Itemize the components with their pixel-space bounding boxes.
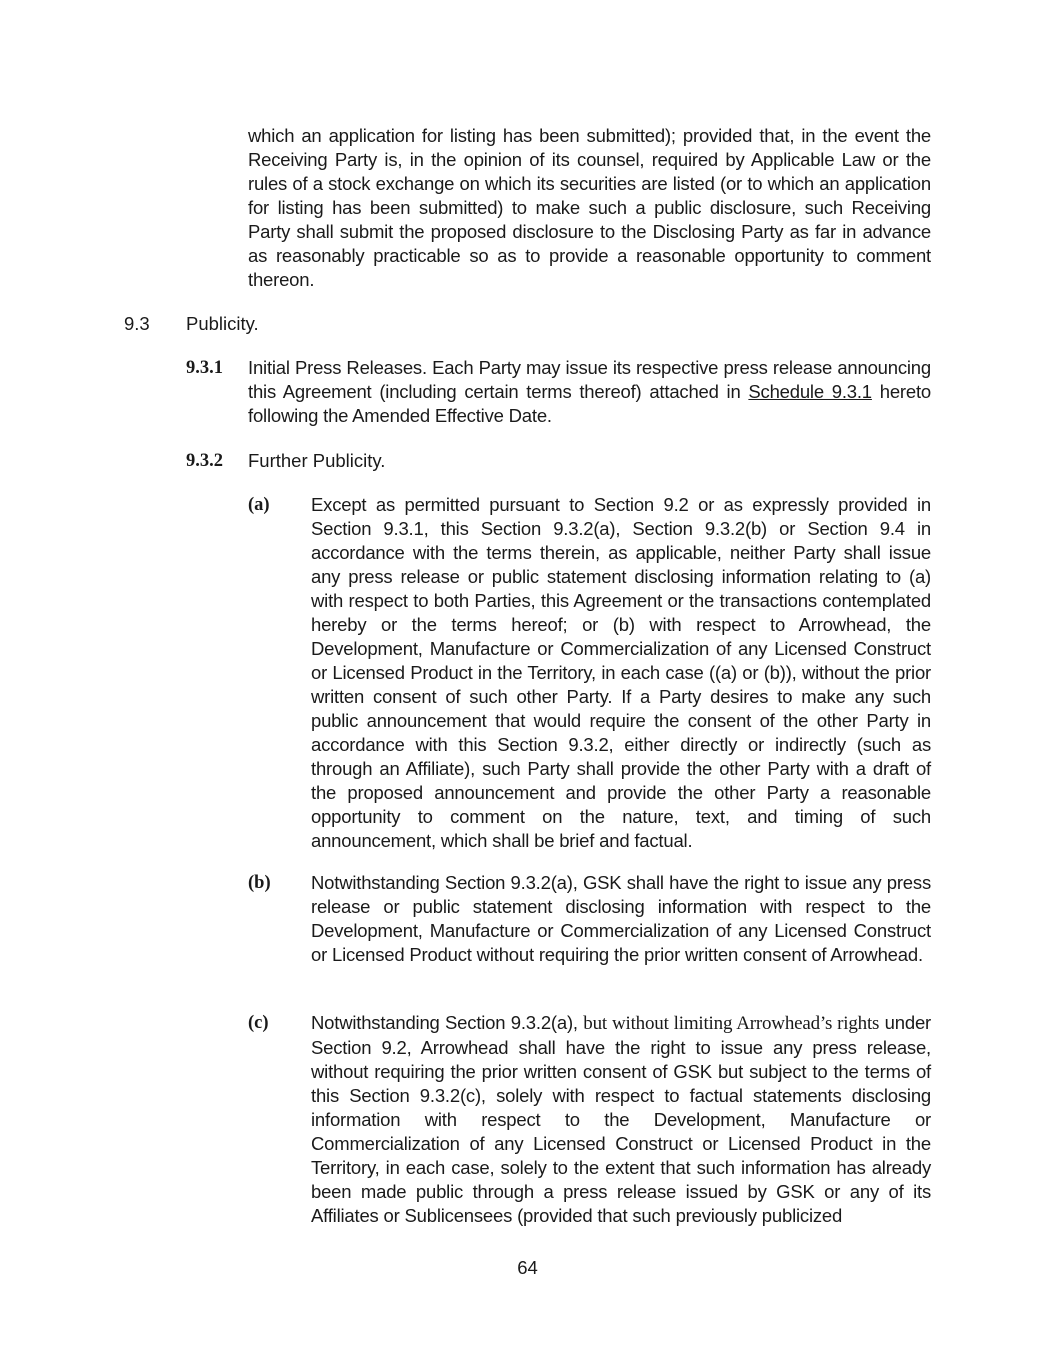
section-9-3-1-paragraph [248, 356, 931, 428]
section-9-3-title: Publicity. [186, 313, 259, 334]
section-9-3-1-text: Initial Press Releases. Each Party may issue its respective press release announcing this Agreement (including certain terms thereof) attached in [248, 357, 931, 402]
clause-b-paragraph: Notwithstanding Section 9.3.2(a), GSK shall have the right to issue any press release or public statement disclosing information with respect to the Development, Manufacture or Commercialization of any Licensed Construct or Licensed Product without requiring the prior written consent of Arrowhead. [311, 872, 931, 965]
clause-c-text-serif: but without limiting Arrowhead’s rights [583, 1013, 880, 1034]
clause-c-text-start: Notwithstanding Section 9.3.2(a), [311, 1012, 584, 1033]
clause-b-label: (b) [248, 873, 271, 893]
section-9-3-2-number: 9.3.2 [186, 451, 223, 471]
section-9-3-2-title: Further Publicity. [248, 450, 386, 471]
clause-c-text-rest: under Section 9.2, Arrowhead shall have the right to issue any press release, without requiring the prior written consent of GSK but subject to the terms of this Section 9.3.2(c), solely with respect to factual statements disclosing information with respect to the Development, Manufacture or Commercialization of any Licensed Construct or Licensed Product in the Territory, in each case, solely to the extent that such information has already been made public through a press release issued by GSK or any of its Affiliates or Sublicensees (provided that such previously publicized [311, 1012, 931, 1226]
clause-a-paragraph: Except as permitted pursuant to Section 9.2 or as expressly provided in Section 9.3.1, this Section 9.3.2(a), Section 9.3.2(b) or Section 9.4 in accordance with the terms therein, as applicable, neither Party shall issue any press release or public statement disclosing information relating to (a) with respect to both Parties, this Agreement or the transactions contemplated hereby or the terms hereof; or (b) with respect to Arrowhead, the Development, Manufacture or Commercialization of any Licensed Construct or Licensed Product in the Territory, in each case ((a) or (b)), without the prior written consent of such other Party. If a Party desires to make any such public announcement that would require the consent of the other Party in accordance with this Section 9.3.2, either directly or indirectly (such as through an Affiliate), such Party shall provide the other Party with a draft of the proposed announcement and provide the other Party a reasonable opportunity to comment on the nature, text, and timing of such announcement, which shall be brief and factual. [311, 494, 931, 851]
page-number: 64 [517, 1257, 538, 1278]
section-9-3-1-text-end: hereto following the Amended Effective Date. [248, 381, 931, 426]
clause-c-label: (c) [248, 1013, 269, 1033]
section-9-3-number: 9.3 [124, 313, 150, 334]
intro-paragraph: which an application for listing has been submitted); provided that, in the event the Receiving Party is, in the opinion of its counsel, required by Applicable Law or the rules of a stock exchange on which its securities are listed (or to which an application for listing has been submitted) to make such a public disclosure, such Receiving Party shall submit the proposed disclosure to the Disclosing Party as far in advance as reasonably practicable so as to provide a reasonable opportunity to comment thereon. [248, 125, 931, 290]
clause-a-label: (a) [248, 495, 270, 515]
section-9-3-1-number: 9.3.1 [186, 358, 223, 378]
schedule-9-3-1-link[interactable]: Schedule 9.3.1 [748, 381, 872, 402]
clause-c-paragraph [311, 1011, 931, 1228]
